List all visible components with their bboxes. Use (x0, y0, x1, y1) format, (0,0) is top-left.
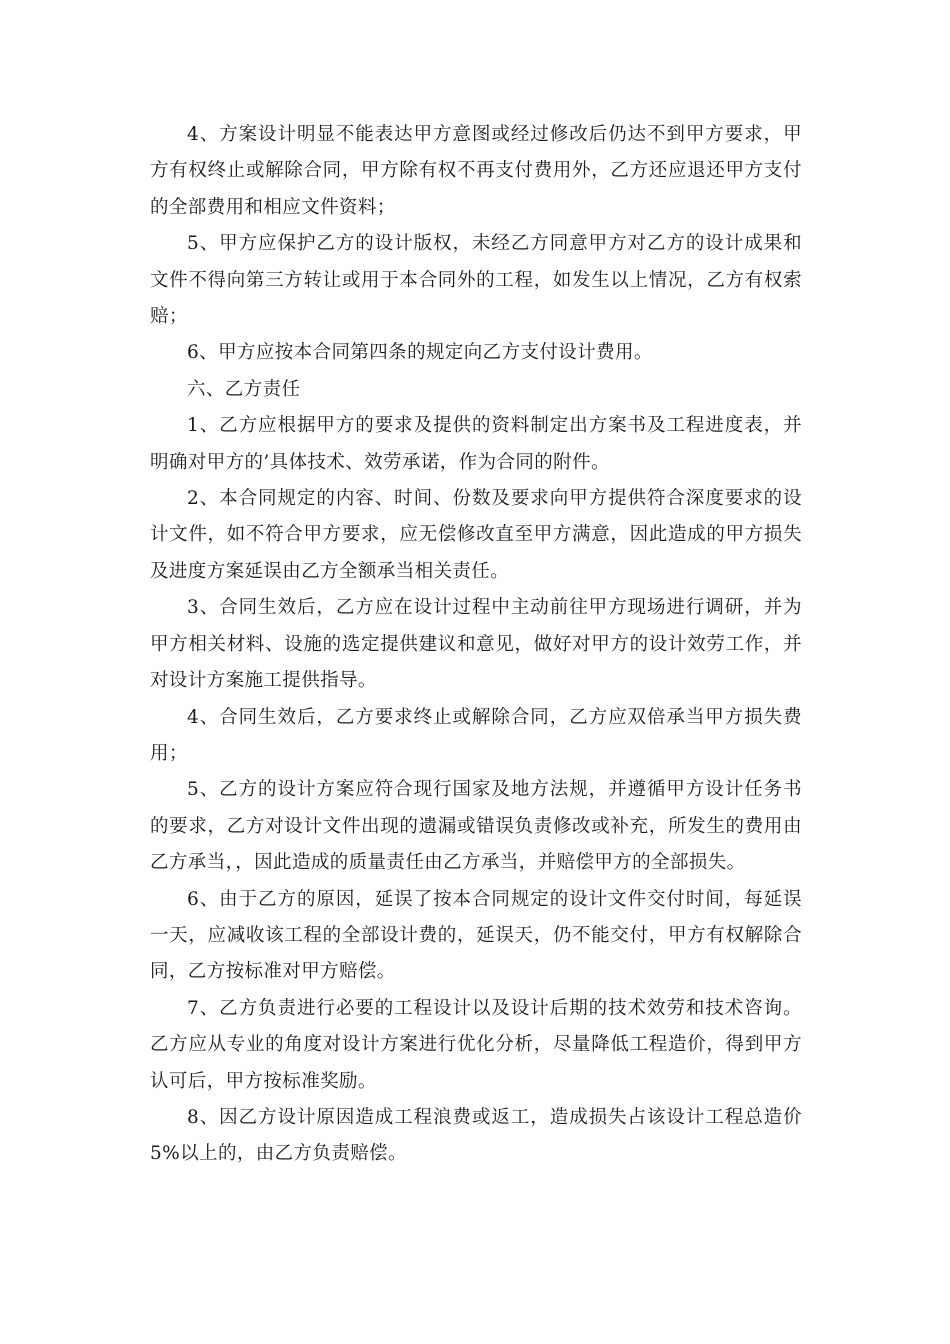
section-heading-party-b-responsibilities: 六、乙方责任 (187, 378, 301, 400)
paragraph-b-clause-1: 1、乙方应根据甲方的要求及提供的资料制定出方案书及工程进度表，并明确对甲方的’具体技术、效劳承诺，作为合同的附件。 (150, 415, 802, 473)
paragraph-b-clause-2: 2、本合同规定的内容、时间、份数及要求向甲方提供符合深度要求的设计文件，如不符合甲方要求，应无偿修改直至甲方满意，因此造成的甲方损失及进度方案延误由乙方全额承当相关责任。 (150, 488, 802, 582)
paragraph-b-clause-5: 5、乙方的设计方案应符合现行国家及地方法规，并遵循甲方设计任务书的要求，乙方对设计文件出现的遗漏或错误负责修改或补充，所发生的费用由乙方承当，，因此造成的质量责任由乙方承当，并赔偿甲方的全部损失。 (150, 779, 802, 874)
paragraph-b-clause-3: 3、合同生效后，乙方应在设计过程中主动前往甲方现场进行调研，并为甲方相关材料、设施的选定提供建议和意见，做好对甲方的设计效劳工作，并对设计方案施工提供指导。 (150, 597, 802, 692)
paragraph-b-clause-8: 8、因乙方设计原因造成工程浪费或返工，造成损失占该设计工程总造价5%以上的，由乙方负责赔偿。 (150, 1106, 802, 1165)
paragraph-clause-4: 4、方案设计明显不能表达甲方意图或经过修改后仍达不到甲方要求，甲方有权终止或解除合同，甲方除有权不再支付费用外，乙方还应退还甲方支付的全部费用和相应文件资料； (150, 124, 802, 218)
paragraph-clause-5: 5、甲方应保护乙方的设计版权，未经乙方同意甲方对乙方的设计成果和文件不得向第三方转让或用于本合同外的工程，如发生以上情况，乙方有权索赔； (150, 233, 802, 328)
paragraph-b-clause-4: 4、合同生效后，乙方要求终止或解除合同，乙方应双倍承当甲方损失费用； (150, 706, 802, 764)
paragraph-clause-6: 6、甲方应按本合同第四条的规定向乙方支付设计费用。 (187, 342, 653, 364)
document-body (150, 117, 802, 1173)
paragraph-b-clause-6: 6、由于乙方的原因，延误了按本合同规定的设计文件交付时间，每延误一天，应减收该工程的全部设计费的，延误天，仍不能交付，甲方有权解除合同，乙方按标准对甲方赔偿。 (150, 888, 802, 983)
paragraph-b-clause-7: 7、乙方负责进行必要的工程设计以及设计后期的技术效劳和技术咨询。乙方应从专业的角度对设计方案进行优化分析，尽量降低工程造价，得到甲方认可后，甲方按标准奖励。 (150, 997, 802, 1092)
